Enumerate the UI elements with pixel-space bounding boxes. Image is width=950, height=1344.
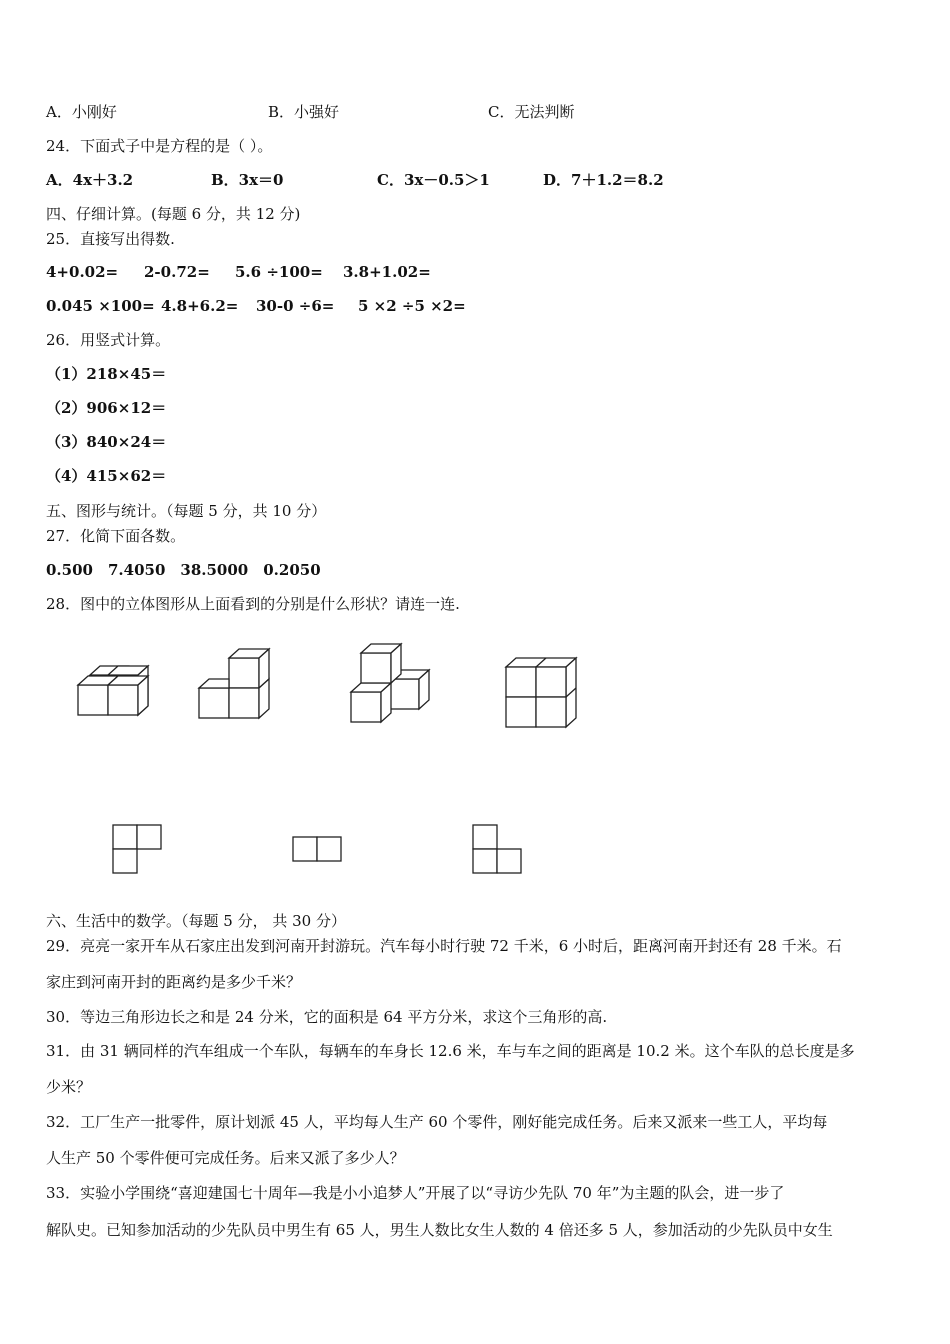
q25-row2-item3: 30-0 ÷6= <box>256 297 335 315</box>
q24-option-a: A．4x＋3.2 <box>46 171 134 189</box>
q31-line1: 31．由 31 辆同样的汽车组成一个车队，每辆车的车身长 12.6 米，车与车之间的距离是 10.2 米。这个车队的总长度是多 <box>46 1042 855 1060</box>
q26-item-1: （1）218×45＝ <box>46 365 167 383</box>
solid-figure-1 <box>76 664 152 720</box>
q29-line1: 29．亮亮一家开车从石家庄出发到河南开封游玩。汽车每小时行驶 72 千米，6 小时后，距离河南开封还有 28 千米。石 <box>46 937 842 955</box>
top-view-3 <box>472 824 522 874</box>
q33-line1: 33．实验小学围绕“喜迎建国七十周年—我是小小追梦人”开展了以“寻访少先队 70 年”为主题的队会，进一步了 <box>46 1184 785 1202</box>
q25-row2-item1: 0.045 ×100= <box>46 297 155 315</box>
q26-item-2: （2）906×12＝ <box>46 399 167 417</box>
q32-line1: 32．工厂生产一批零件，原计划派 45 人，平均每人生产 60 个零件，刚好能完成任务。后来又派来一些工人，平均每 <box>46 1113 828 1131</box>
q26-item-3: （3）840×24＝ <box>46 433 167 451</box>
q27-stem: 27．化简下面各数。 <box>46 527 186 545</box>
q26-item-4: （4）415×62＝ <box>46 467 167 485</box>
top-view-2 <box>292 836 342 862</box>
q25-row1-item1: 4+0.02= <box>46 263 119 281</box>
q27-numbers: 0.500 7.4050 38.5000 0.2050 <box>46 561 321 579</box>
q31-line2: 少米？ <box>46 1078 92 1096</box>
q25-row1-item4: 3.8+1.02= <box>343 263 431 281</box>
q23-option-a: A．小刚好 <box>46 103 117 121</box>
solid-figure-4 <box>504 656 580 732</box>
q28-stem: 28．图中的立体图形从上面看到的分别是什么形状？请连一连. <box>46 595 460 613</box>
q29-line2: 家庄到河南开封的距离约是多少千米？ <box>46 973 302 991</box>
section6-title: 六、生活中的数学。（每题 5 分， 共 30 分） <box>46 912 346 930</box>
q24-option-b: B．3x＝0 <box>211 171 284 189</box>
top-view-1 <box>112 824 162 874</box>
q33-line2: 解队史。已知参加活动的少先队员中男生有 65 人，男生人数比女生人数的 4 倍还多 5 人，参加活动的少先队员中女生 <box>46 1221 833 1239</box>
q30-line1: 30．等边三角形边长之和是 24 分米，它的面积是 64 平方分米，求这个三角形的高. <box>46 1008 608 1026</box>
q24-option-d: D．7＋1.2＝8.2 <box>543 171 664 189</box>
solid-figure-3 <box>349 641 435 727</box>
q25-row1-item2: 2-0.72= <box>144 263 210 281</box>
section4-title: 四、仔细计算。(每题 6 分，共 12 分) <box>46 205 301 223</box>
q25-row2-item2: 4.8+6.2= <box>161 297 239 315</box>
q24-option-c: C．3x－0.5＞1 <box>377 171 490 189</box>
q25-row2-item4: 5 ×2 ÷5 ×2= <box>358 297 466 315</box>
section5-title: 五、图形与统计。（每题 5 分，共 10 分） <box>46 502 327 520</box>
q26-stem: 26．用竖式计算。 <box>46 331 171 349</box>
q23-option-b: B．小强好 <box>268 103 340 121</box>
q32-line2: 人生产 50 个零件便可完成任务。后来又派了多少人？ <box>46 1149 405 1167</box>
q25-row1-item3: 5.6 ÷100= <box>235 263 323 281</box>
solid-figure-2 <box>197 647 273 723</box>
q24-stem: 24．下面式子中是方程的是（ ）。 <box>46 137 273 155</box>
q23-option-c: C．无法判断 <box>488 103 575 121</box>
q25-stem: 25．直接写出得数. <box>46 230 175 248</box>
